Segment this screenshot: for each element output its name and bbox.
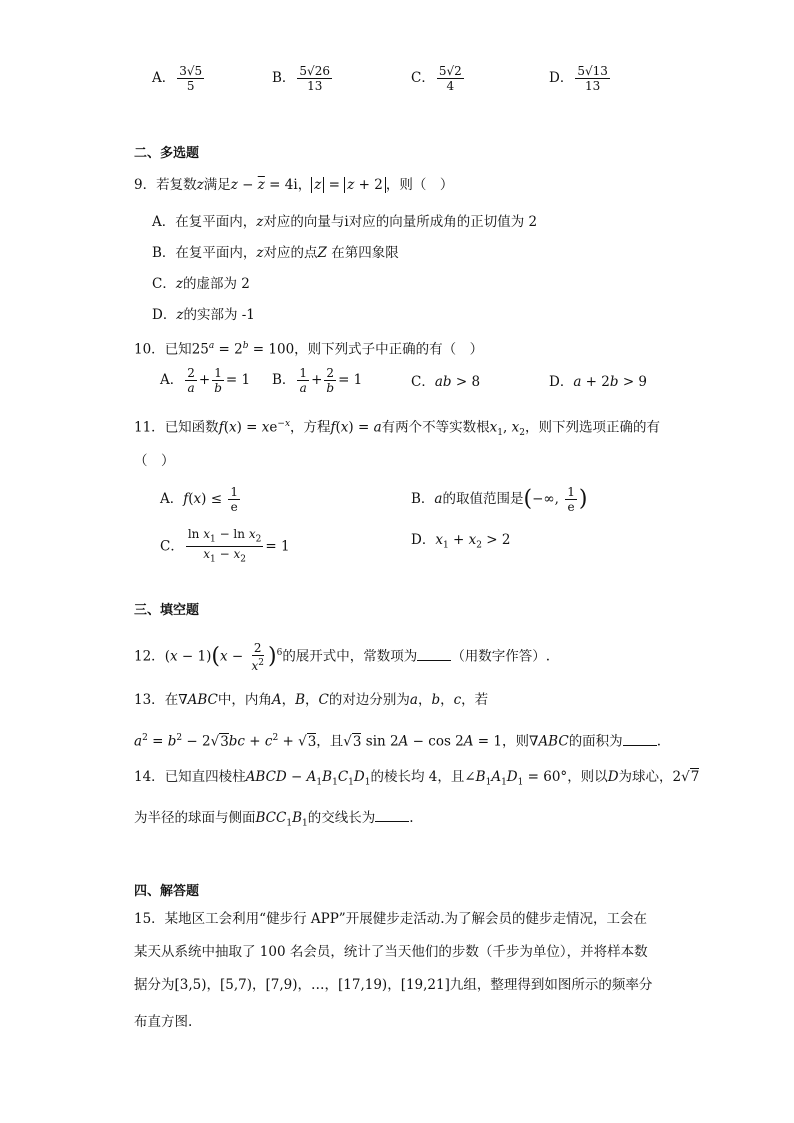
q10-option-d: D．a + 2b > 9 [549,374,648,390]
q9-option-c: C．z的虚部为 2 [152,276,250,292]
q9-stem: 9．若复数z满足$z - \overline{z} = 4i$， z = z + 2 ，则（ ） [134,177,454,193]
q8-option-c: C． $\frac{5√2}{4}$ [411,64,462,93]
section-heading-solutions: 四、解答题 [134,884,200,899]
q8-option-b: B． $\frac{5√26}{13}$ [272,64,330,93]
q8-option-a: A． $\frac{3√5}{5}$ [152,64,203,93]
q11-option-b: B．a的取值范围是(−∞, $\frac{1}{e}$ ) [411,485,588,514]
q9-option-d: D．z的实部为 -1 [152,307,255,323]
q11-option-c: C． $\frac{\ln x_1 - \ln x_2}{x_1 - x_2}$ = 1 [160,527,290,565]
q15-line1: 15．某地区工会利用“健步行 APP”开展健步走活动.为了解会员的健步走情况，工会在 [134,911,647,927]
q11-option-a: A．f(x) ≤ $\frac{1}{e}$ [160,485,238,514]
q10-option-c: C．ab > 8 [411,374,481,390]
section-heading-fill-in: 三、填空题 [134,603,200,618]
q10-option-b: B． $\frac{1}{a}$ + $\frac{2}{b}$ = 1 [272,366,363,395]
q13-line2: $a^2 = b^2 - 2√3bc + c^2 + √3$，且√3 sin 2A − cos 2A = 1，则∇ABC的面积为 . [134,733,661,750]
q9-option-a: A．在复平面内，z对应的向量与i对应的向量所成角的正切值为 2 [152,214,538,230]
section-heading-multiple-choice: 二、多选题 [134,146,200,161]
q11-stem: 11．已知函数$f(x) = xe^{-x}$，方程f(x) = a有两个不等实数根$x_1$, $x_2$，则下列选项正确的有 [134,419,660,439]
q15-line2: 某天从系统中抽取了 100 名会员，统计了当天他们的步数（千步为单位），并将样本数 [134,944,648,960]
q11-paren: （ ） [134,453,175,469]
q12-answer-blank[interactable] [417,648,451,661]
q11-option-d: D．$x_1 + x_2 > 2$ [411,532,511,551]
q15-line3: 据分为[3,5)，[5,7)，[7,9)，…，[17,19)，[19,21]九组，整理得到如图所示的频率分 [134,977,653,993]
q12-text: 12．(x − 1)(x − $\frac{2}{x^2}$ )$^6$的展开式中，常数项为 （用数字作答）. [134,641,551,673]
q14-answer-blank[interactable] [375,809,409,822]
q10-stem: 10．已知$25^a = 2^b = 100$，则下列式子中正确的有（ ） [134,341,484,358]
q8-option-d: D． $\frac{5√13}{13}$ [549,64,608,93]
q9-option-b: B．在复平面内，z对应的点Z 在第四象限 [152,245,399,261]
q13-answer-blank[interactable] [623,733,657,746]
q15-line4: 布直方图. [134,1014,193,1030]
q14-line1: 14．已知直四棱柱ABCD − $A_1B_1C_1D_1$的棱长均 4，且$\angle B_1A_1D_1 = 60^\circ$，则以D为球心，2√7 [134,769,700,788]
q10-option-a: A． $\frac{2}{a}$ + $\frac{1}{b}$ = 1 [160,366,251,395]
q14-line2: 为半径的球面与侧面$BCC_1B_1$的交线长为 . [134,810,414,829]
q13-line1: 13．在∇ABC中，内角A，B，C的对边分别为a，b，c，若 [134,692,489,708]
